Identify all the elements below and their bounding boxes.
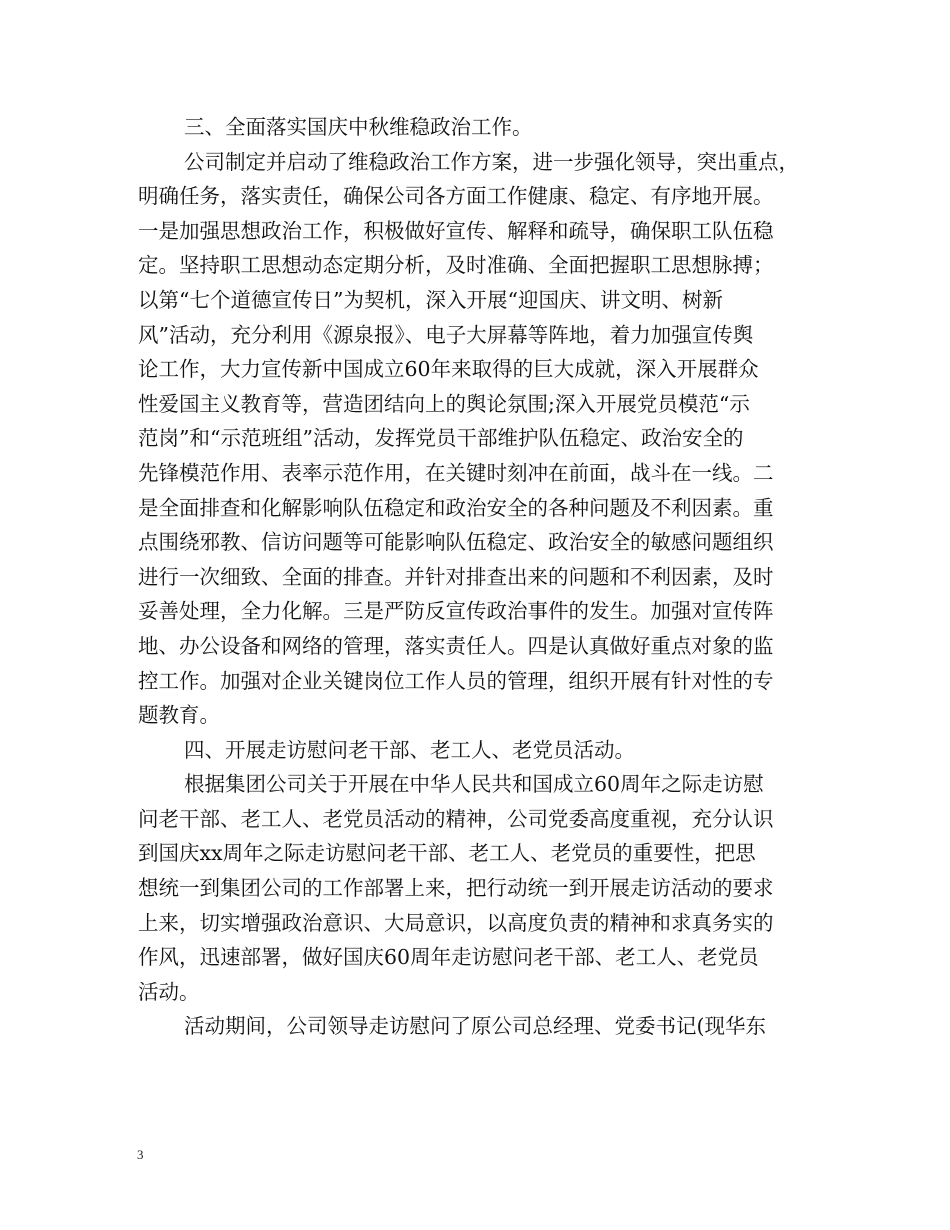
text-line: 进行一次细致、全面的排查。并针对排查出来的问题和不利因素，及时	[138, 564, 774, 589]
text-line: 地、办公设备和网络的管理，落实责任人。四是认真做好重点对象的监	[138, 633, 774, 658]
text-line: 控工作。加强对企业关键岗位工作人员的管理，组织开展有针对性的专	[138, 668, 774, 693]
text-line: 想统一到集团公司的工作部署上来，把行动统一到开展走访活动的要求	[138, 876, 774, 901]
text-line: 以第“七个道德宣传日”为契机，深入开展“迎国庆、讲文明、树新	[138, 287, 723, 312]
text-line: 先锋模范作用、表率示范作用，在关键时刻冲在前面，战斗在一线。二	[138, 460, 774, 485]
text-line: 是全面排查和化解影响队伍稳定和政治安全的各种问题及不利因素。重	[138, 495, 774, 520]
text-line: 三、全面落实国庆中秋维稳政治工作。	[184, 115, 533, 139]
text-line: 根据集团公司关于开展在中华人民共和国成立60周年之际走访慰	[184, 772, 764, 797]
text-line: 公司制定并启动了维稳政治工作方案，进一步强化领导，突出重点，	[184, 149, 799, 174]
text-line: 一是加强思想政治工作，积极做好宣传、解释和疏导，确保职工队伍稳	[138, 218, 774, 243]
text-line: 题教育。	[138, 703, 220, 728]
text-line: 风”活动，充分利用《源泉报》、电子大屏幕等阵地，着力加强宣传舆	[138, 322, 754, 347]
text-line: 上来，切实增强政治意识、大局意识，以高度负责的精神和求真务实的	[138, 910, 774, 935]
document-body-text	[138, 110, 818, 1044]
text-line: 到国庆xx周年之际走访慰问老干部、老工人、老党员的重要性，把思	[138, 841, 756, 866]
text-line: 活动。	[138, 979, 200, 1004]
text-line: 定。坚持职工思想动态定期分析，及时准确、全面把握职工思想脉搏；	[138, 253, 774, 278]
text-line: 性爱国主义教育等，营造团结向上的舆论氛围;深入开展党员模范“示	[138, 391, 750, 416]
text-line: 活动期间，公司领导走访慰问了原公司总经理、党委书记(现华东	[184, 1014, 766, 1039]
text-line: 妥善处理，全力化解。三是严防反宣传政治事件的发生。加强对宣传阵	[138, 599, 774, 624]
text-line: 作风，迅速部署，做好国庆60周年走访慰问老干部、老工人、老党员	[138, 945, 759, 970]
text-line: 四、开展走访慰问老干部、老工人、老党员活动。	[184, 737, 635, 762]
page-number: 3	[137, 1147, 144, 1162]
text-line: 明确任务，落实责任，确保公司各方面工作健康、稳定、有序地开展。	[138, 184, 774, 209]
text-line: 点围绕邪教、信访问题等可能影响队伍稳定、政治安全的敏感问题组织	[138, 530, 774, 555]
text-line: 问老干部、老工人、老党员活动的精神，公司党委高度重视，充分认识	[138, 806, 774, 831]
text-line: 论工作，大力宣传新中国成立60年来取得的巨大成就，深入开展群众	[138, 357, 759, 382]
text-line: 范岗”和“示范班组”活动，发挥党员干部维护队伍稳定、政治安全的	[138, 426, 744, 451]
